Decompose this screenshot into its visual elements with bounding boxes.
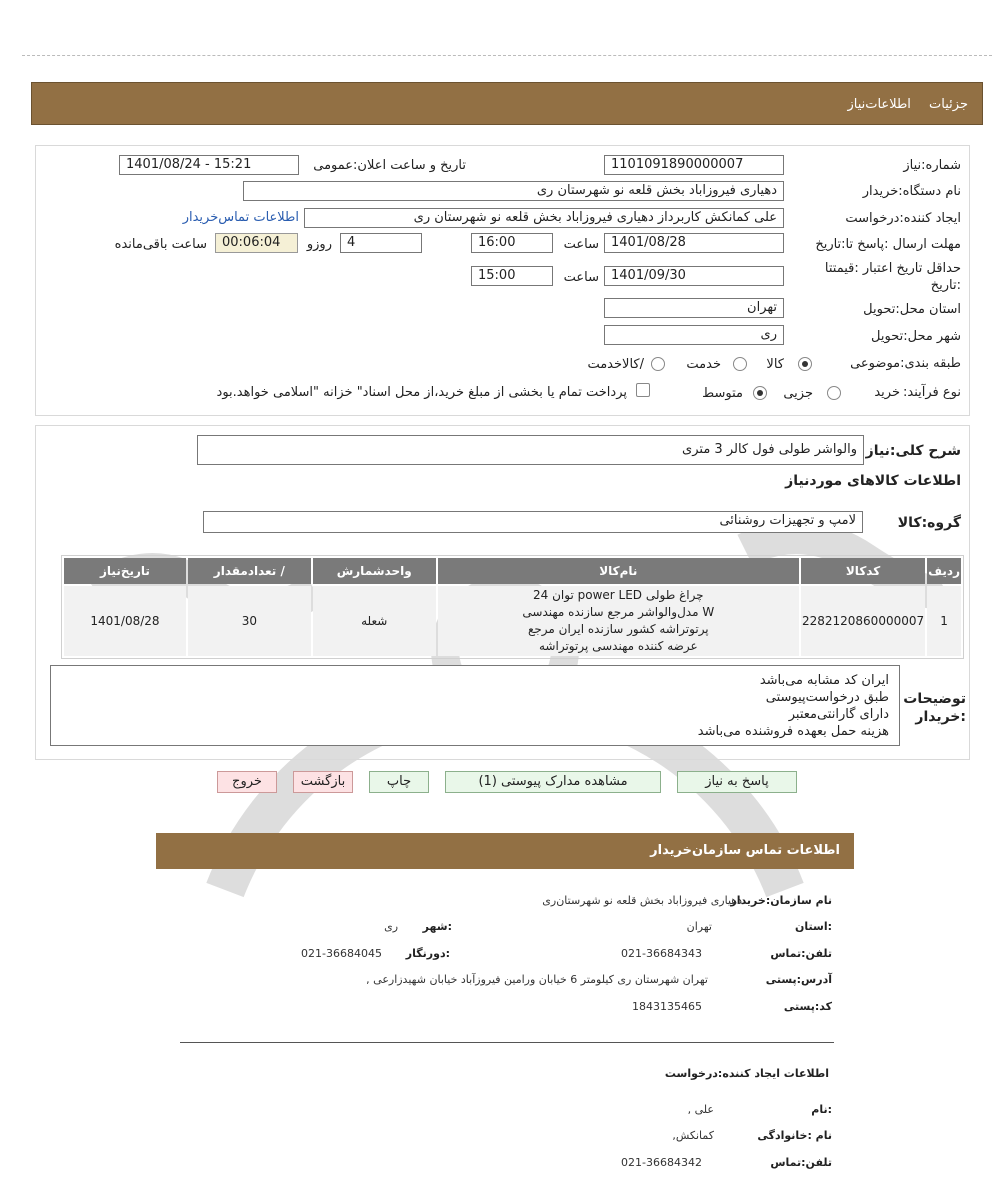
contact-section-header bbox=[156, 833, 854, 869]
cell-code: 2282120860000007 bbox=[801, 586, 925, 656]
print-button[interactable]: چاپ bbox=[369, 771, 429, 793]
cell-qty: 30 bbox=[188, 586, 311, 656]
contact-province-label: :استان bbox=[795, 920, 832, 933]
reply-button[interactable]: پاسخ به نیاز bbox=[677, 771, 797, 793]
group-field: لامپ و تجهیزات روشنائی bbox=[203, 511, 863, 533]
deadline-date-field: 1401/08/28 bbox=[604, 233, 784, 253]
tab-details[interactable]: جزئیات bbox=[929, 97, 968, 112]
creator-phone-value: 021-36684342 bbox=[621, 1156, 702, 1169]
buyer-org-field: دهیاری فیروزاباد بخش قلعه نو شهرستان ری bbox=[243, 181, 784, 201]
fax-value: 021-36684045 bbox=[301, 947, 382, 960]
creator-family-value: کمانکش, bbox=[672, 1129, 714, 1142]
items-table-wrap bbox=[61, 555, 964, 659]
remaining-label: ساعت باقی‌مانده bbox=[114, 237, 207, 252]
buyer-notes-label-1: توضیحات bbox=[903, 691, 966, 707]
creator-name-label: :نام bbox=[811, 1103, 832, 1116]
validity-label-1: حداقل تاریخ اعتبار :قیمتتا bbox=[824, 261, 961, 276]
buyer-notes-box: ایران کد مشابه می‌باشد طبق درخواست‌پیوستی دارای گارانتی‌معتبر هزینه حمل بعهده فروشنده می‌باشد bbox=[50, 665, 900, 746]
radio-goods-label: کالا bbox=[766, 357, 784, 372]
city-field: ری bbox=[604, 325, 784, 345]
th-unit: واحدشمارش bbox=[313, 558, 436, 584]
cell-row: 1 bbox=[927, 586, 961, 656]
th-qty: / تعدادمقدار bbox=[188, 558, 311, 584]
contact-phone-value: 021-36684343 bbox=[621, 947, 702, 960]
radio-goods-service[interactable] bbox=[651, 357, 665, 371]
org-value: دهیاری فیروزاباد بخش قلعه نو شهرستان‌ری bbox=[542, 894, 742, 907]
top-divider bbox=[22, 55, 992, 56]
deadline-time-field: 16:00 bbox=[471, 233, 553, 253]
payment-note: پرداخت تمام یا بخشی از مبلغ خرید،از محل اسناد" خزانه "اسلامی خواهد.بود bbox=[216, 385, 627, 400]
creator-label: ایجاد کننده:درخواست bbox=[845, 211, 961, 226]
creator-family-label: نام :خانوادگی bbox=[757, 1129, 832, 1142]
radio-goods[interactable] bbox=[798, 357, 812, 371]
validity-time-field: 15:00 bbox=[471, 266, 553, 286]
validity-time-label: ساعت bbox=[563, 270, 599, 285]
days-field: 4 bbox=[340, 233, 422, 253]
radio-service-label: خدمت bbox=[686, 357, 721, 372]
th-row: ردیف bbox=[927, 558, 961, 584]
buyer-contact-link[interactable]: اطلاعات تماس‌خریدار bbox=[182, 210, 299, 225]
radio-service[interactable] bbox=[733, 357, 747, 371]
postal-value: 1843135465 bbox=[632, 1000, 702, 1013]
attachments-button[interactable]: مشاهده مدارک پیوستی (1) bbox=[445, 771, 661, 793]
cell-unit: شعله bbox=[313, 586, 436, 656]
province-label: استان محل:تحویل bbox=[863, 302, 961, 317]
contact-city-value: ری bbox=[384, 920, 398, 933]
province-field: تهران bbox=[604, 298, 784, 318]
days-label: روزو bbox=[306, 237, 332, 252]
contact-phone-label: تلفن:تماس bbox=[770, 947, 832, 960]
contact-province-value: تهران bbox=[686, 920, 712, 933]
th-date: تاریخ‌نیاز bbox=[64, 558, 186, 584]
cell-name: چراغ طولی power LED توان 24 W مدل‌والواشر مرجع سازنده مهندسی پرتوتراشه کشور سازنده ایران مرجع عرضه کننده مهندسی پرتوتراشه bbox=[438, 586, 799, 656]
announce-label: تاریخ و ساعت اعلان:عمومی bbox=[313, 158, 466, 173]
postal-label: کد:پستی bbox=[783, 1000, 832, 1013]
deadline-label: مهلت ارسال :پاسخ تا:تاریخ bbox=[815, 237, 961, 252]
process-label: نوع فرآیند: bbox=[903, 385, 961, 400]
need-no-field: 1101091890000007 bbox=[604, 155, 784, 175]
th-code: کدکالا bbox=[801, 558, 925, 584]
need-no-label: شماره:نیاز bbox=[903, 158, 961, 173]
payment-checkbox[interactable] bbox=[636, 383, 650, 397]
contact-divider bbox=[180, 1042, 834, 1043]
header-bar bbox=[31, 82, 983, 125]
city-label: شهر محل:تحویل bbox=[871, 329, 961, 344]
radio-medium[interactable] bbox=[753, 386, 767, 400]
validity-date-field: 1401/09/30 bbox=[604, 266, 784, 286]
radio-medium-label: متوسط bbox=[702, 386, 743, 401]
contact-section-title: اطلاعات تماس سازمان‌خریدار bbox=[650, 843, 840, 858]
validity-label-2: :تاریخ bbox=[930, 278, 961, 293]
address-label: آدرس:پستی bbox=[765, 973, 832, 986]
address-value: تهران شهرستان ری کیلومتر 6 خیابان ورامین فیروزآباد خیابان شهیدزارعی , bbox=[366, 973, 708, 986]
cell-date: 1401/08/28 bbox=[64, 586, 186, 656]
table-row bbox=[64, 586, 961, 656]
radio-goods-service-label: /کالاخدمت bbox=[587, 357, 644, 372]
buyer-notes-label-2: :خریدار bbox=[915, 709, 966, 725]
goods-info-title: اطلاعات کالاهای موردنیاز bbox=[785, 473, 961, 489]
category-label: طبقه بندی:موضوعی bbox=[850, 356, 961, 371]
announce-field: 1401/08/24 - 15:21 bbox=[119, 155, 299, 175]
group-label: گروه:کالا bbox=[897, 515, 961, 531]
deadline-time-label: ساعت bbox=[563, 237, 599, 252]
contact-city-label: :شهر bbox=[422, 920, 452, 933]
process-buy-label: خرید bbox=[874, 385, 900, 400]
radio-partial[interactable] bbox=[827, 386, 841, 400]
creator-name-value: علی , bbox=[687, 1103, 714, 1116]
creator-field: علی کمانکش کاربرداز دهیاری فیروزاباد بخش قلعه نو شهرستان ری bbox=[304, 208, 784, 228]
summary-field: والواشر طولی فول کالر 3 متری bbox=[197, 435, 864, 465]
summary-label: شرح کلی:نیاز bbox=[865, 443, 961, 459]
remaining-time-field: 00:06:04 bbox=[215, 233, 298, 253]
fax-label: :دورنگار bbox=[405, 947, 450, 960]
buyer-org-label: نام دستگاه:خریدار bbox=[862, 184, 961, 199]
tab-need-info[interactable]: اطلاعات‌نیاز bbox=[847, 97, 911, 112]
items-table bbox=[62, 556, 963, 658]
creator-info-title: اطلاعات ایجاد کننده:درخواست bbox=[664, 1067, 829, 1080]
back-button[interactable]: بازگشت bbox=[293, 771, 353, 793]
exit-button[interactable]: خروج bbox=[217, 771, 277, 793]
org-label: نام سازمان:خریدار bbox=[730, 894, 832, 907]
radio-partial-label: جزیی bbox=[783, 386, 813, 401]
creator-phone-label: تلفن:تماس bbox=[770, 1156, 832, 1169]
th-name: نام‌کالا bbox=[438, 558, 799, 584]
